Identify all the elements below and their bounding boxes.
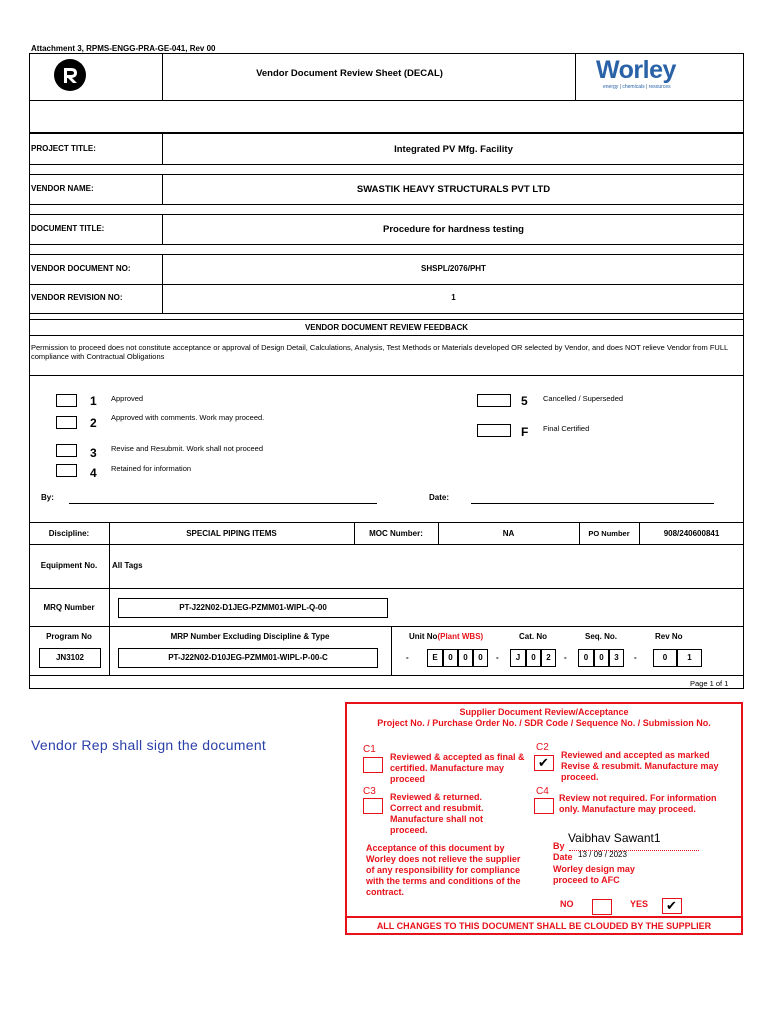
divider (30, 100, 743, 101)
divider (29, 204, 744, 205)
divider (575, 54, 576, 100)
cat-digit: J (510, 649, 526, 667)
by-label: By: (41, 493, 54, 502)
c1-text: Reviewed & accepted as final & certified. Manufacture may proceed (390, 752, 525, 784)
divider (162, 254, 163, 313)
code-1-text: Approved (111, 394, 144, 403)
cat-label: Cat. No (519, 632, 547, 641)
equipment-label: Equipment No. (40, 561, 98, 570)
unit-digit: 0 (443, 649, 458, 667)
project-title-value: Integrated PV Mfg. Facility (394, 144, 513, 155)
divider (29, 335, 744, 336)
attachment-reference: Attachment 3, RPMS-ENGG-PRA-GE-041, Rev 00 (31, 44, 216, 53)
stamp-divider (347, 916, 741, 918)
separator-dash: - (496, 653, 499, 662)
vendor-name-value: SWASTIK HEAVY STRUCTURALS PVT LTD (356, 184, 551, 195)
discipline-label: Discipline: (48, 529, 90, 538)
stamp-footer: ALL CHANGES TO THIS DOCUMENT SHALL BE CLOUDED BY THE SUPPLIER (376, 921, 712, 931)
c3-code: C3 (363, 786, 376, 797)
divider (29, 244, 744, 245)
divider (29, 214, 744, 215)
design-proceed-text: Worley design may proceed to AFC (553, 864, 635, 885)
date-line[interactable] (471, 503, 714, 504)
worley-logo: Worley (596, 56, 676, 84)
divider (29, 588, 744, 589)
mrp-value: PT-J22N02-D10JEG-PZMM01-WIPL-P-00-C (118, 648, 378, 668)
code-4-number: 4 (90, 466, 97, 480)
seq-label: Seq. No. (585, 632, 618, 641)
divider (29, 164, 744, 165)
code-f-number: F (521, 425, 529, 439)
check-mark-icon: ✔ (538, 755, 549, 770)
check-mark-icon: ✔ (666, 898, 677, 913)
mrq-value: PT-J22N02-D1JEG-PZMM01-WIPL-Q-00 (118, 598, 388, 618)
moc-label: MOC Number: (369, 529, 423, 538)
divider (29, 174, 744, 175)
feedback-heading: VENDOR DOCUMENT REVIEW FEEDBACK (304, 323, 469, 332)
c2-code: C2 (536, 742, 549, 753)
no-checkbox[interactable] (592, 899, 612, 915)
divider (109, 522, 110, 675)
equipment-value: All Tags (112, 561, 143, 570)
c1-code: C1 (363, 744, 376, 755)
cat-digit: 2 (541, 649, 556, 667)
by-signature-line[interactable] (69, 503, 377, 504)
reliance-logo-icon (53, 58, 87, 92)
separator-dash: - (406, 653, 409, 662)
divider (29, 284, 744, 285)
vendor-name-label: VENDOR NAME: (31, 184, 94, 193)
discipline-value: SPECIAL PIPING ITEMS (186, 529, 277, 538)
document-title-value: Procedure for hardness testing (383, 224, 524, 235)
code-3-text: Revise and Resubmit. Work shall not proceed (111, 444, 264, 453)
code-2-text: Approved with comments. Work may proceed. (111, 413, 265, 422)
separator-dash: - (634, 653, 637, 662)
code-2-checkbox[interactable] (56, 416, 77, 429)
c2-text: Reviewed and accepted as marked Revise & resubmit. Manufacture may proceed. (561, 750, 719, 782)
seq-digit: 0 (594, 649, 609, 667)
project-title-label: PROJECT TITLE: (31, 144, 96, 153)
c3-text: Reviewed & returned. Correct and resubmit. Manufacture shall not proceed. (390, 792, 484, 835)
vendor-document-no-label: VENDOR DOCUMENT NO: (31, 264, 131, 273)
code-3-number: 3 (90, 446, 97, 460)
no-label: NO (560, 899, 574, 909)
stamp-by-label: By (553, 841, 565, 851)
code-1-number: 1 (90, 394, 97, 408)
c1-checkbox[interactable] (363, 757, 383, 773)
rev-label: Rev No (655, 632, 683, 641)
code-f-text: Final Certified (543, 424, 590, 433)
divider (29, 544, 744, 545)
po-label: PO Number (588, 529, 630, 538)
mrq-label: MRQ Number (43, 603, 95, 612)
c3-checkbox[interactable] (363, 798, 383, 814)
unit-label-wbs: (Plant WBS) (437, 632, 484, 641)
stamp-subtitle: Project No. / Purchase Order No. / SDR Code / Sequence No. / Submission No. (377, 718, 711, 728)
code-1-checkbox[interactable] (56, 394, 77, 407)
divider (29, 254, 744, 255)
unit-digit: E (427, 649, 443, 667)
page-number: Page 1 of 1 (690, 679, 729, 688)
stamp-title: Supplier Document Review/Acceptance (459, 707, 629, 717)
c4-code: C4 (536, 786, 549, 797)
c4-checkbox[interactable] (534, 798, 554, 814)
sheet-title: Vendor Document Review Sheet (DECAL) (256, 68, 443, 79)
divider (29, 375, 744, 376)
code-4-checkbox[interactable] (56, 464, 77, 477)
c2-checkbox[interactable] (534, 755, 554, 771)
c4-text: Review not required. For information only. Manufacture may proceed. (559, 793, 717, 814)
vendor-document-no-value: SHSPL/2076/PHT (421, 264, 486, 273)
divider (29, 133, 744, 134)
worley-tagline: energy | chemicals | resources (603, 84, 671, 90)
divider (29, 313, 744, 314)
code-3-checkbox[interactable] (56, 444, 77, 457)
supplier-review-stamp (345, 702, 743, 935)
code-4-text: Retained for information (111, 464, 192, 473)
program-label: Program No (46, 632, 92, 641)
stamp-date-label: Date (553, 852, 573, 862)
separator-dash: - (564, 653, 567, 662)
stamp-date-value: 13 / 09 / 2023 (578, 850, 627, 859)
vendor-revision-value: 1 (451, 293, 456, 302)
seq-digit: 3 (609, 649, 624, 667)
unit-digit: 0 (458, 649, 473, 667)
code-5-text: Cancelled / Superseded (543, 394, 624, 403)
divider (29, 675, 744, 676)
code-5-number: 5 (521, 394, 528, 408)
code-5-checkbox[interactable] (477, 394, 511, 407)
program-value: JN3102 (39, 648, 101, 668)
stamp-disclaimer: Acceptance of this document by Worley does not relieve the supplier of any responsibility for compliance with the terms and conditions of the contract. (366, 843, 521, 897)
rev-digit: 0 (653, 649, 677, 667)
yes-checkbox[interactable] (662, 898, 682, 914)
cat-digit: 0 (526, 649, 541, 667)
divider (391, 626, 392, 675)
rev-digit: 1 (677, 649, 702, 667)
code-f-checkbox[interactable] (477, 424, 511, 437)
vendor-sign-note: Vendor Rep shall sign the document (31, 737, 267, 753)
document-title-label: DOCUMENT TITLE: (31, 224, 105, 233)
divider (29, 522, 744, 523)
po-value: 908/240600841 (663, 529, 720, 538)
mrp-label: MRP Number Excluding Discipline & Type (170, 632, 330, 641)
divider (29, 319, 744, 320)
moc-value: NA (502, 529, 515, 538)
divider (29, 626, 744, 627)
yes-label: YES (630, 899, 649, 909)
code-2-number: 2 (90, 416, 97, 430)
vendor-revision-label: VENDOR REVISION NO: (31, 293, 123, 302)
seq-digit: 0 (578, 649, 594, 667)
unit-digit: 0 (473, 649, 488, 667)
reviewer-signature: Vaibhav Sawant1 (568, 831, 661, 845)
date-label: Date: (429, 493, 450, 502)
unit-label: Unit No(Plant WBS) (409, 632, 484, 641)
feedback-disclaimer: Permission to proceed does not constitute acceptance or approval of Design Detail, Calculations, Analysis, Test Methods or Materials developed OR selected by Vendor, and does NOT relieve Vendor from FULL compliance with Contractual Obligations (31, 343, 728, 361)
